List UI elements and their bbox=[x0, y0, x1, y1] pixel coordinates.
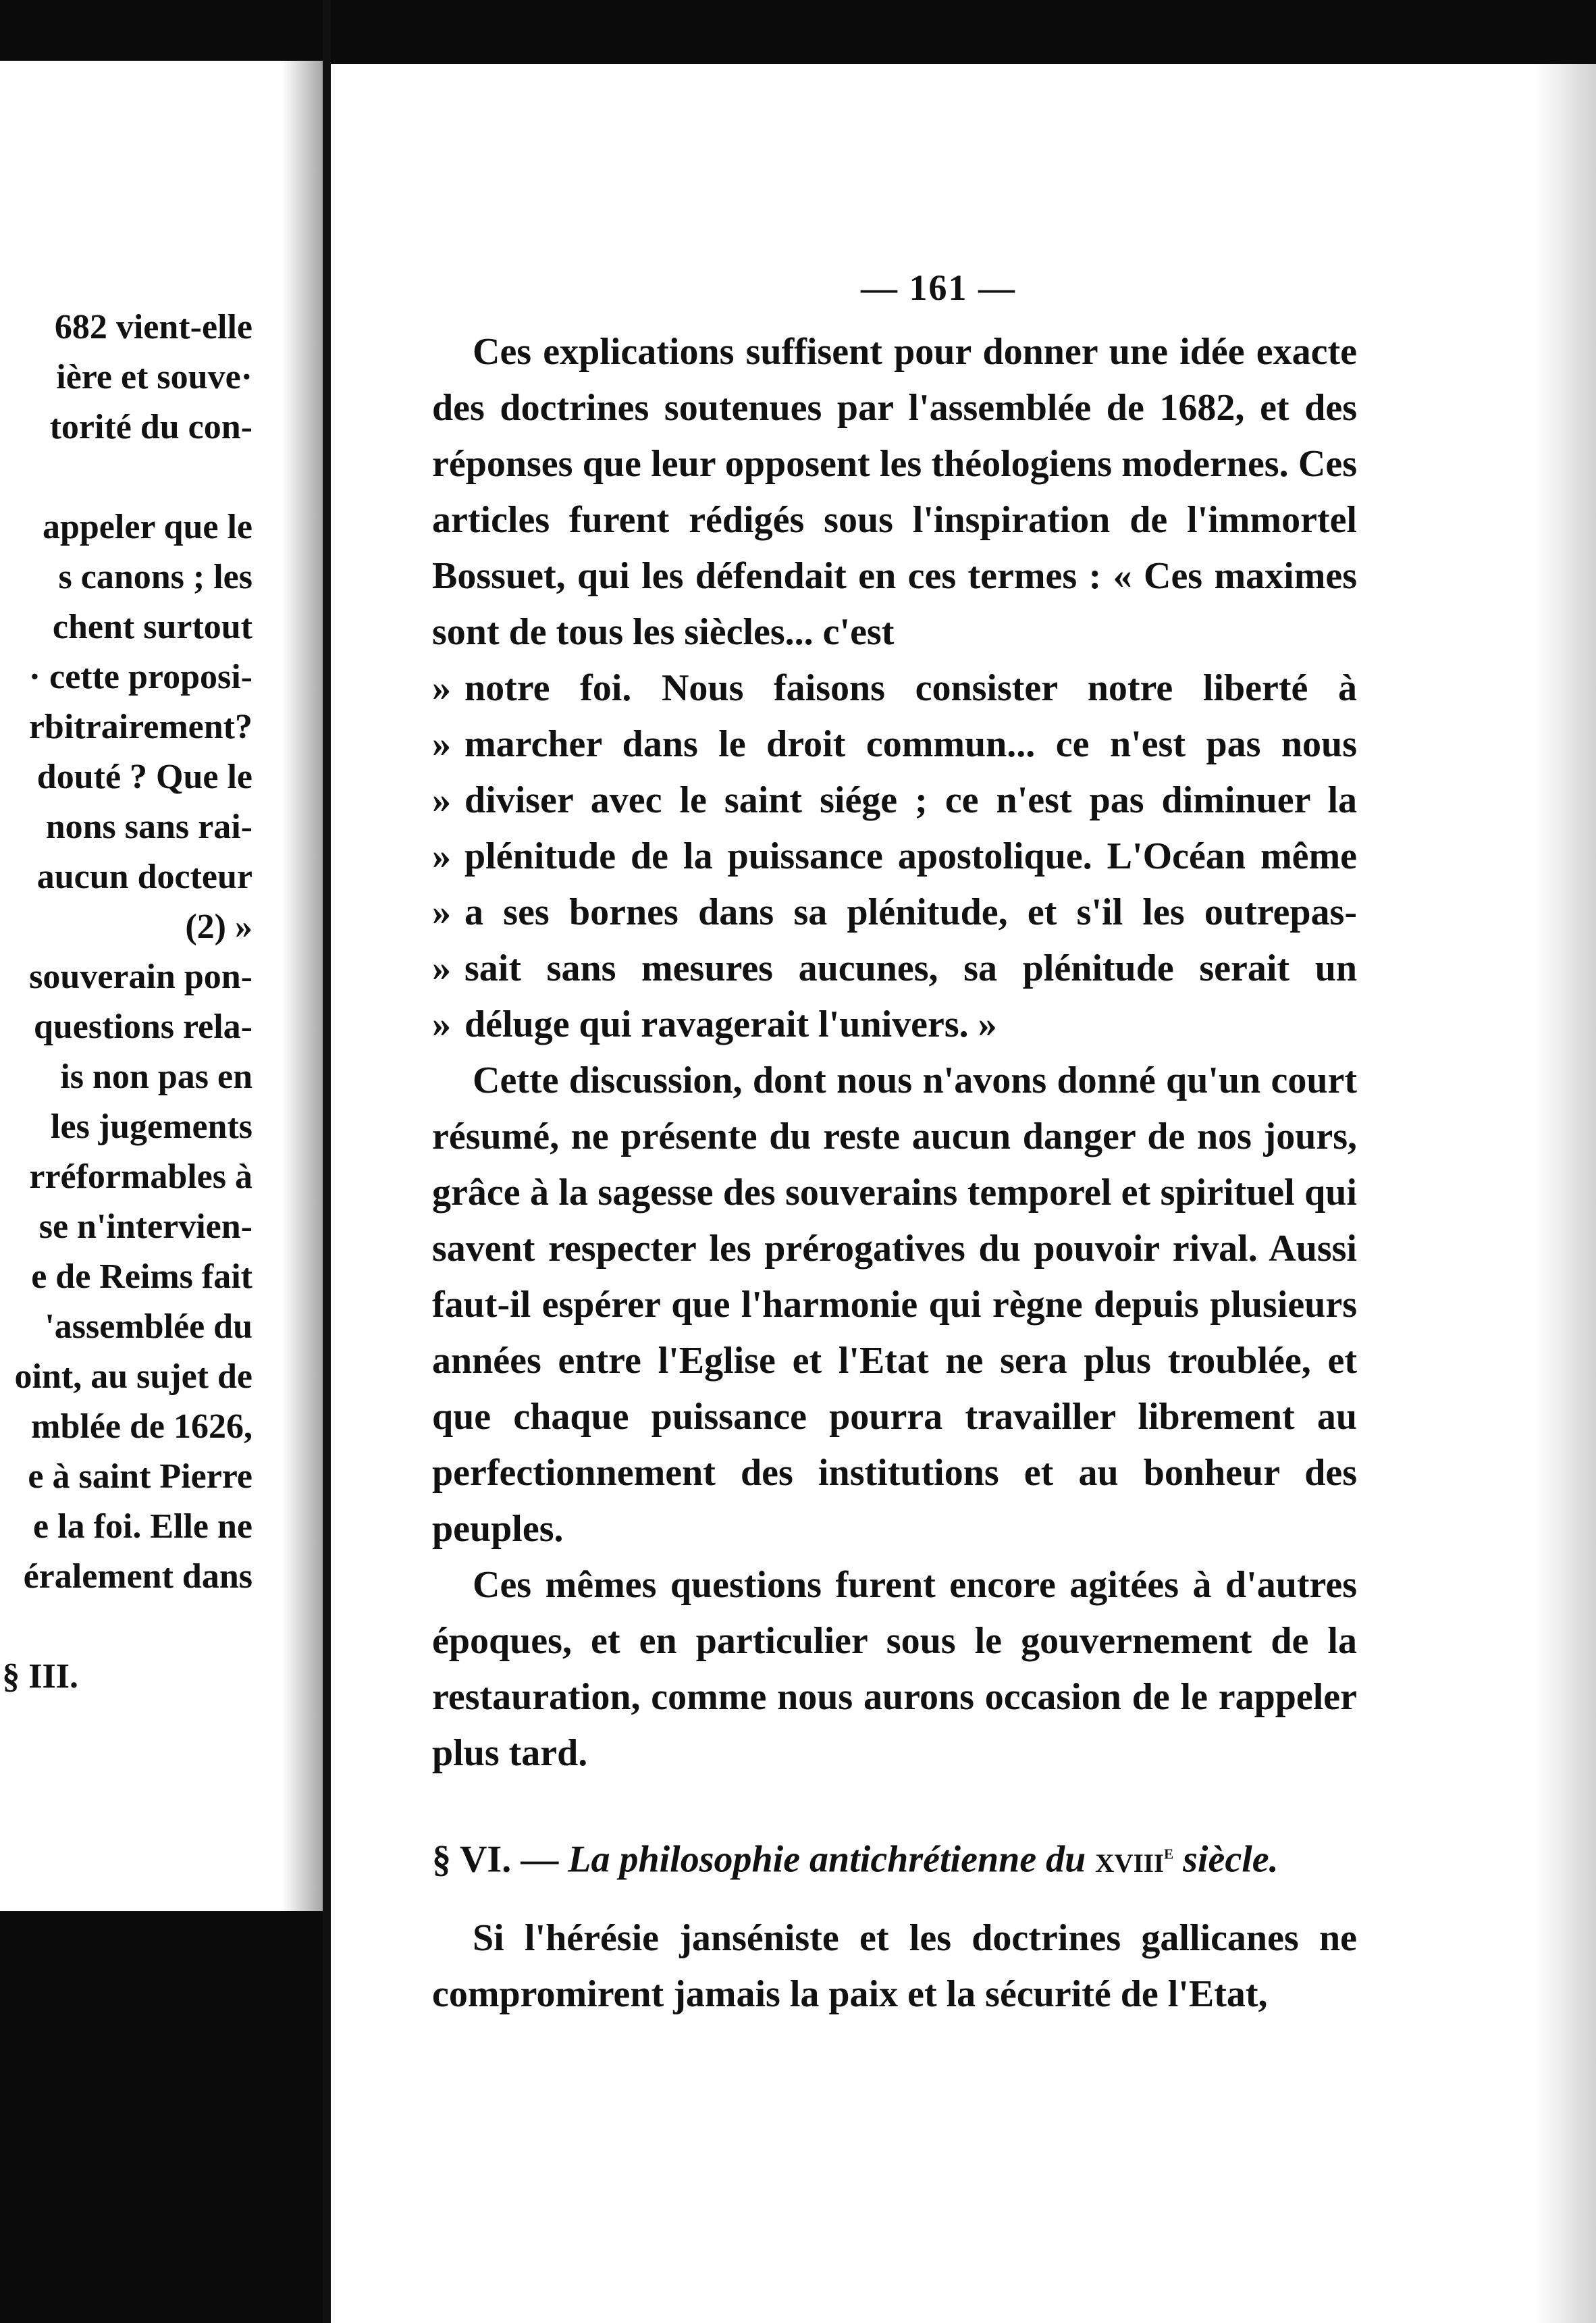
facing-page-line: les jugements bbox=[51, 1107, 252, 1146]
quote-line-text: plénitude de la puissance apostolique. L'Océan même bbox=[464, 835, 1357, 877]
paragraph-discussion: Cette discussion, dont nous n'avons donné qu'un court résumé, ne présente du reste aucun danger de nos jours, grâce à la sagesse des souverains temporel et spirituel qui savent respecter les prérogatives du pouvoir rival. Aussi faut-il espérer que l'harmonie qui règne depuis plusieurs années entre l'Eglise et l'Etat ne sera plus troublée, et que chaque puissance pourra travailler librement au perfectionnement des institutions et au bonheur des peuples. bbox=[432, 1060, 1357, 1550]
facing-page-line: s canons ; les bbox=[58, 558, 252, 596]
quote-line bbox=[432, 941, 1357, 997]
quote-guillemet: » bbox=[432, 891, 451, 933]
quote-guillemet: » bbox=[432, 1003, 451, 1045]
quote-line bbox=[432, 660, 1357, 716]
page-number: — 161 — bbox=[861, 267, 1016, 308]
facing-page-line: rréformables à bbox=[29, 1157, 252, 1196]
facing-page-line: souverain pon- bbox=[29, 958, 252, 996]
facing-page-line: chent surtout bbox=[52, 608, 252, 646]
book-page bbox=[331, 64, 1596, 2323]
facing-page-line: aucun docteur bbox=[36, 858, 252, 896]
quote-guillemet: » bbox=[432, 779, 451, 821]
facing-page-line: 682 vient-elle bbox=[54, 308, 252, 346]
facing-page-line: e la foi. Elle ne bbox=[33, 1507, 252, 1546]
paragraph-heresie: Si l'hérésie janséniste et les doctrines gallicanes ne compromirent jamais la paix et la sécurité de l'Etat, bbox=[432, 1916, 1357, 2015]
facing-page-line: ière et souve· bbox=[56, 358, 252, 396]
paragraph-restauration: Ces mêmes questions furent encore agitées à d'autres époques, et en particulier sous le gouvernement de la restauration, comme nous aurons occasion de le rappeler plus tard. bbox=[432, 1564, 1357, 1774]
page-edge-shade bbox=[1535, 64, 1596, 2323]
facing-page-line: nons sans rai- bbox=[45, 808, 252, 846]
quote-line-text: a ses bornes dans sa plénitude, et s'il les outrepas- bbox=[464, 891, 1357, 933]
facing-page-line: douté ? Que le bbox=[36, 758, 252, 796]
century-suffix: e bbox=[1164, 1841, 1174, 1863]
quote-line bbox=[432, 885, 1357, 941]
section-title: La philosophie antichrétienne du bbox=[568, 1838, 1096, 1881]
quote-line-text: diviser avec le saint siége ; ce n'est pas diminuer la bbox=[464, 779, 1357, 821]
facing-page-line: e de Reims fait bbox=[31, 1257, 252, 1296]
facing-page-line: rbitrairement? bbox=[28, 708, 252, 746]
facing-page-line: · cette proposi- bbox=[28, 658, 252, 696]
quote-guillemet: » bbox=[432, 667, 451, 709]
facing-page-line: 'assemblée du bbox=[45, 1307, 252, 1346]
quote-guillemet: » bbox=[432, 947, 451, 989]
facing-page-line: e à saint Pierre bbox=[28, 1457, 252, 1496]
section-title-end: siècle. bbox=[1173, 1838, 1279, 1881]
facing-page-line: is non pas en bbox=[60, 1058, 252, 1096]
section-century bbox=[1095, 1839, 1173, 1881]
facing-page-line: torité du con- bbox=[49, 408, 252, 446]
quote-line-text: sait sans mesures aucunes, sa plénitude serait un bbox=[464, 947, 1357, 989]
section-heading bbox=[432, 1822, 1357, 1890]
facing-page-line: éralement dans bbox=[23, 1557, 252, 1596]
facing-page-line: se n'intervien- bbox=[38, 1207, 252, 1246]
facing-page-line: appeler que le bbox=[42, 508, 252, 546]
facing-page-fragment bbox=[0, 61, 323, 1911]
quote-line bbox=[432, 773, 1357, 829]
paragraph-explications: Ces explications suffisent pour donner une idée exacte des doctrines soutenues par l'assemblée de 1682, et des réponses que leur opposent les théologiens modernes. Ces articles furent rédigés sous l'inspiration de l'immortel Bossuet, qui les défendait en ces termes : « Ces maximes sont de tous les siècles... c'est bbox=[432, 331, 1357, 653]
quote-guillemet: » bbox=[432, 835, 451, 877]
book-gutter bbox=[323, 0, 331, 2323]
spine-shadow bbox=[282, 61, 323, 1911]
bossuet-quote bbox=[432, 660, 1357, 1053]
facing-page-line: § III. bbox=[2, 1657, 78, 1696]
section-number: § VI. — bbox=[432, 1838, 568, 1881]
quote-line-text: déluge qui ravagerait l'univers. » bbox=[464, 1003, 997, 1045]
quote-line-text: notre foi. Nous faisons consister notre liberté à bbox=[464, 667, 1357, 709]
quote-line bbox=[432, 829, 1357, 885]
facing-page-line: oint, au sujet de bbox=[14, 1357, 252, 1396]
facing-page-line: (2) » bbox=[185, 908, 252, 946]
facing-page-line: questions rela- bbox=[33, 1008, 252, 1046]
quote-guillemet: » bbox=[432, 723, 451, 765]
facing-page-line: mblée de 1626, bbox=[31, 1407, 252, 1446]
century-numeral: xviii bbox=[1095, 1838, 1165, 1881]
page-body bbox=[432, 324, 1357, 2022]
quote-line bbox=[432, 716, 1357, 773]
quote-line bbox=[432, 997, 1357, 1053]
quote-line-text: marcher dans le droit commun... ce n'est pas nous bbox=[464, 723, 1357, 765]
